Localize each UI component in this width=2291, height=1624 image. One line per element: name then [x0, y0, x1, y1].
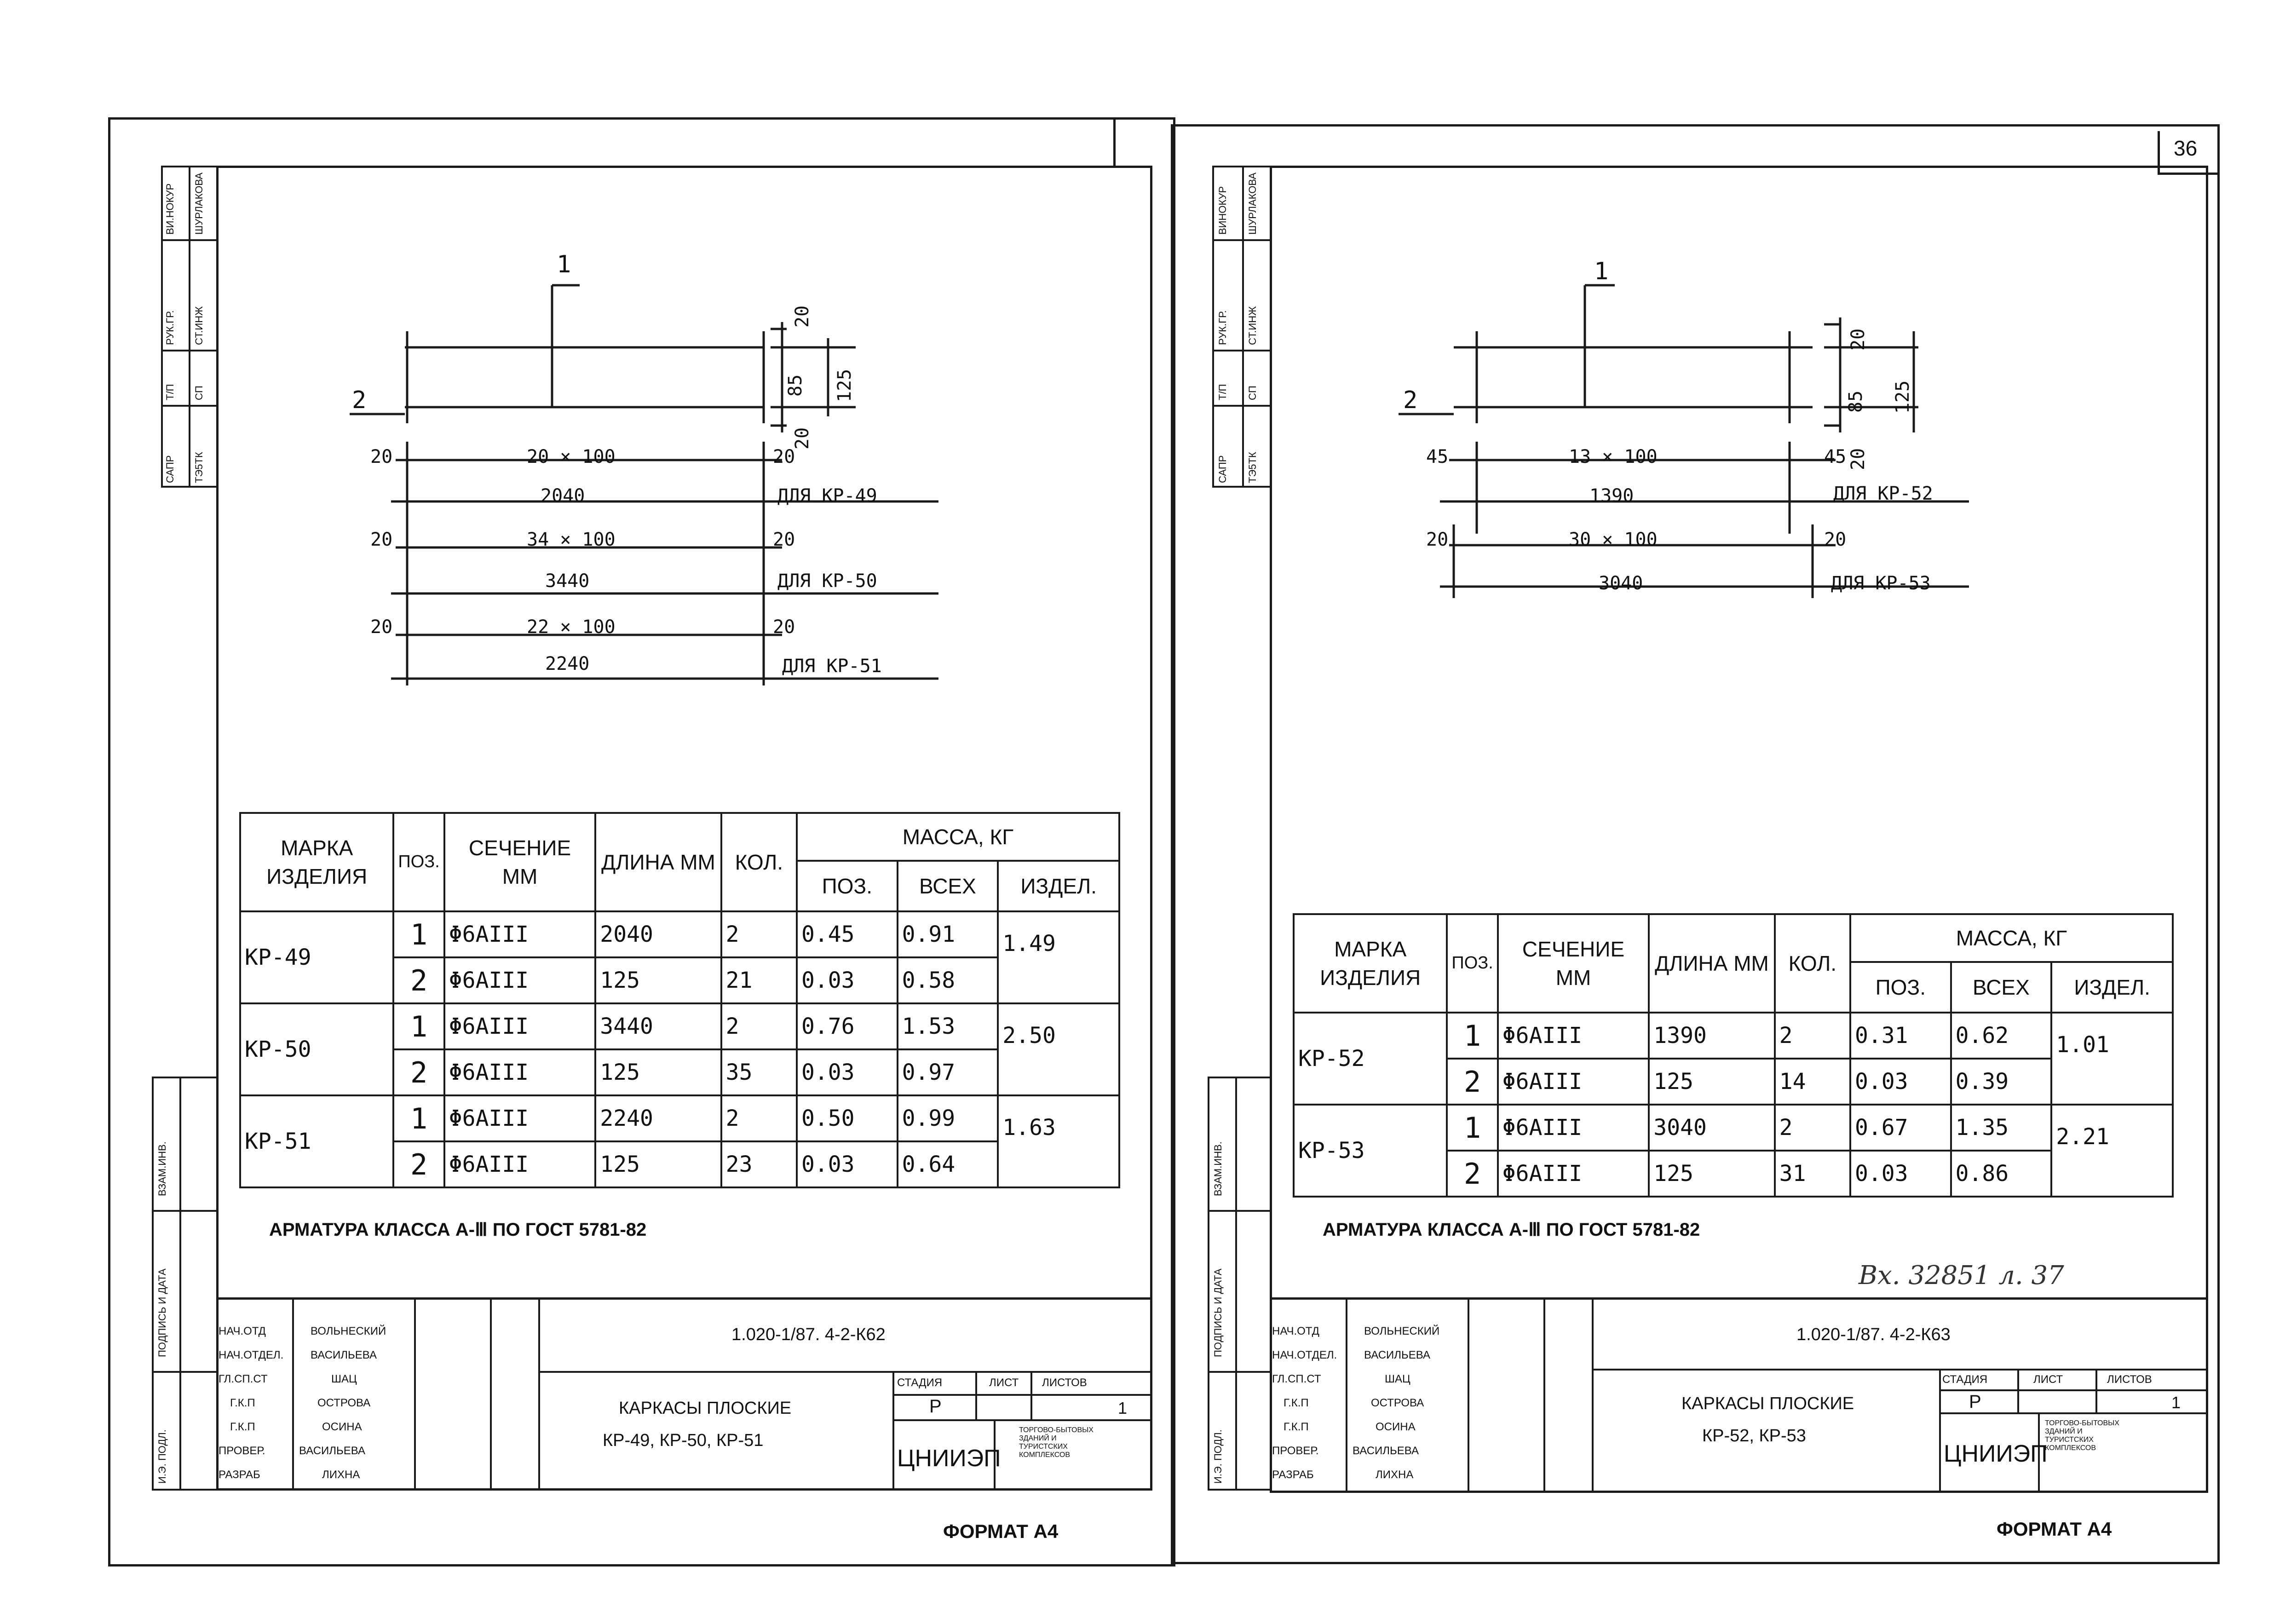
cell-qty: 2 [721, 1095, 797, 1141]
tb-name: ЛИХНА [322, 1469, 360, 1481]
tb-name: ЛИХНА [1376, 1469, 1414, 1481]
cell-length: 125 [1649, 1151, 1774, 1197]
header-mass-item: ИЗДЕЛ. [998, 861, 1119, 911]
header-mass-pos: ПОЗ. [797, 861, 898, 911]
right-vertical-stamp-row [1208, 1371, 1272, 1373]
tb-vline [292, 1297, 294, 1491]
tb-title-line2: КР-49, КР-50, КР-51 [603, 1431, 764, 1450]
side-label: РУК.ГР. [164, 310, 176, 345]
cell-mark: КР-51 [240, 1095, 393, 1187]
right-spec-table [1293, 913, 2174, 1198]
tb-vline [1468, 1297, 1469, 1493]
side-label: СТ.ИНЖ [1247, 306, 1258, 345]
side-label: САПР [164, 455, 176, 483]
cell-mass-all: 0.86 [1951, 1151, 2052, 1197]
cell-qty: 2 [721, 1003, 797, 1049]
tb-sheet: 1 [2171, 1393, 2181, 1412]
tb-role: НАЧ.ОТД [1272, 1325, 1319, 1337]
cell-mass-pos: 0.03 [797, 1141, 898, 1187]
right-side-stamp-row [1212, 350, 1272, 351]
left-vertical-stamp-row [152, 1210, 219, 1212]
dim-right: 20 [1824, 529, 1847, 550]
dim-left: 20 [370, 446, 393, 467]
tb-role: НАЧ.ОТД [219, 1325, 266, 1337]
right-side-stamp-divider [1242, 166, 1244, 488]
dim-label: 85 [1845, 390, 1867, 413]
right-side-stamp-row [1212, 405, 1272, 407]
cell-qty: 23 [721, 1141, 797, 1187]
tb-role: Г.К.П [230, 1397, 255, 1409]
cell-mass-pos: 0.03 [797, 1049, 898, 1095]
cell-mass-pos: 0.50 [797, 1095, 898, 1141]
format-label-right: ФОРМАТ А4 [1997, 1518, 2112, 1540]
cell-qty: 2 [1775, 1105, 1850, 1151]
cell-mass-pos: 0.03 [797, 957, 898, 1003]
cell-mass-item: 2.50 [998, 1003, 1119, 1095]
dim-for: ДЛЯ КР-51 [782, 656, 882, 677]
header-mass-all: ВСЕХ [898, 861, 998, 911]
tb-name: ОСТРОВА [1371, 1397, 1424, 1409]
cell-mass-all: 0.39 [1951, 1059, 2052, 1105]
tb-vline [414, 1297, 416, 1491]
cell-mark: КР-50 [240, 1003, 393, 1095]
tb-hline [1939, 1412, 2208, 1414]
tb-name: ОСТРОВА [317, 1397, 371, 1409]
cell-mass-all: 1.53 [898, 1003, 998, 1049]
dim-left: 20 [370, 616, 393, 638]
header-mark: МАРКА ИЗДЕЛИЯ [1294, 914, 1447, 1013]
tb-vline [1346, 1297, 1347, 1493]
dim-label: 85 [785, 374, 806, 397]
tb-hline [538, 1371, 1152, 1373]
tb-title-line1: КАРКАСЫ ПЛОСКИЕ [1681, 1394, 1854, 1413]
cell-qty: 35 [721, 1049, 797, 1095]
dim-total: 2040 [541, 485, 585, 507]
cell-section: Φ6AIII [444, 1095, 596, 1141]
tb-hline [1939, 1389, 2208, 1391]
tb-role: РАЗРАБ [219, 1469, 260, 1481]
cell-mass-all: 0.91 [898, 911, 998, 957]
tb-vline [1939, 1369, 1941, 1493]
tb-vline [538, 1297, 540, 1491]
tb-vline [1030, 1371, 1032, 1419]
cell-mass-pos: 0.76 [797, 1003, 898, 1049]
tb-stage: Р [929, 1396, 942, 1417]
left-side-stamp-row [161, 239, 219, 241]
side-label: Т/П [1217, 384, 1228, 400]
cell-mark: КР-52 [1294, 1013, 1447, 1105]
tb-vline [892, 1371, 894, 1491]
cell-mass-all: 0.62 [1951, 1013, 2052, 1059]
cell-mass-item: 1.63 [998, 1095, 1119, 1187]
dim-total: 3040 [1599, 573, 1643, 594]
left-side-stamp-divider [189, 166, 190, 488]
dim-label: 125 [1892, 380, 1914, 414]
cell-section: Φ6AIII [444, 911, 596, 957]
position-label-2: 2 [352, 386, 367, 414]
cell-length: 1390 [1649, 1013, 1774, 1059]
dim-label: 20 [792, 305, 813, 328]
cell-length: 125 [595, 1141, 721, 1187]
dim-total: 3440 [545, 570, 590, 592]
tb-vline [1592, 1297, 1594, 1493]
dim-left: 20 [1426, 529, 1449, 550]
side-label: САПР [1217, 455, 1228, 483]
header-mass: МАССА, КГ [1850, 914, 2173, 962]
cell-length: 2040 [595, 911, 721, 957]
tb-role: ПРОВЕР. [1272, 1445, 1319, 1457]
tb-role: Г.К.П [1284, 1397, 1309, 1409]
vertical-label: ВЗАМ.ИНВ. [1212, 1141, 1224, 1196]
dim-middle: 34 × 100 [527, 529, 616, 550]
vertical-label: ПОДПИСЬ И ДАТА [156, 1268, 168, 1357]
cell-mass-item: 2.21 [2051, 1105, 2173, 1197]
tb-name: ОСИНА [322, 1421, 362, 1433]
cell-mass-pos: 0.03 [1850, 1059, 1951, 1105]
tb-code: 1.020-1/87. 4-2-К63 [1796, 1325, 1951, 1344]
tb-name: ВАСИЛЬЕВА [1353, 1445, 1419, 1457]
dim-right: 20 [773, 446, 795, 467]
header-mass: МАССА, КГ [797, 813, 1119, 861]
cell-qty: 2 [1775, 1013, 1850, 1059]
top-divider [1113, 117, 1116, 168]
format-label-left: ФОРМАТ А4 [943, 1520, 1059, 1542]
tb-name: ШАЦ [1385, 1373, 1410, 1385]
header-length: ДЛИНА ММ [1649, 914, 1774, 1013]
header-qty: КОЛ. [721, 813, 797, 911]
tb-sheet: 1 [1118, 1399, 1128, 1417]
tb-role: ГЛ.СП.СТ [1272, 1373, 1321, 1385]
tb-stage-label: СТАДИЯ [1942, 1373, 1988, 1386]
tb-org-sub: ТОРГОВО-БЫТОВЫХ ЗДАНИЙ И ТУРИСТСКИХ КОМПЛЕКСОВ [1019, 1426, 1094, 1459]
cell-mass-item: 1.49 [998, 911, 1119, 1003]
position-label-2: 2 [1403, 386, 1418, 414]
cell-section: Φ6AIII [444, 1049, 596, 1095]
cell-section: Φ6AIII [444, 1141, 596, 1187]
cell-mass-all: 0.97 [898, 1049, 998, 1095]
cell-mass-all: 0.58 [898, 957, 998, 1003]
cell-section: Φ6AIII [1498, 1105, 1649, 1151]
tb-name: ВОЛЬНЕСКИЙ [311, 1325, 386, 1337]
cell-pos: 2 [393, 1049, 444, 1095]
header-pos: ПОЗ. [393, 813, 444, 911]
dim-for: ДЛЯ КР-53 [1831, 573, 1931, 594]
cell-pos: 1 [393, 911, 444, 957]
tb-title-line2: КР-52, КР-53 [1702, 1426, 1806, 1445]
tb-name: ШАЦ [331, 1373, 357, 1385]
cell-pos: 1 [393, 1003, 444, 1049]
cell-pos: 1 [1447, 1105, 1497, 1151]
position-label-1: 1 [557, 251, 571, 278]
side-label: ТЭ5ТК [1247, 452, 1258, 483]
cell-qty: 2 [721, 911, 797, 957]
cell-length: 125 [595, 957, 721, 1003]
dim-middle: 30 × 100 [1569, 529, 1658, 550]
cell-mass-pos: 0.45 [797, 911, 898, 957]
handwritten-incoming-note: Вх. 32851 л. 37 [1859, 1261, 2064, 1290]
tb-org: ЦНИИЭП [1944, 1440, 2048, 1467]
cell-pos: 1 [393, 1095, 444, 1141]
side-label: СП [1247, 386, 1258, 400]
dim-label: 20 [1848, 448, 1869, 471]
side-label: ТЭ5ТК [193, 452, 205, 483]
tb-vline [975, 1371, 977, 1419]
rebar-note: АРМАТУРА КЛАССА А-Ⅲ ПО ГОСТ 5781-82 [1323, 1220, 1700, 1240]
cell-mass-all: 0.99 [898, 1095, 998, 1141]
tb-vline [2095, 1369, 2097, 1412]
cell-section: Φ6AIII [1498, 1013, 1649, 1059]
side-label: СП [193, 386, 205, 400]
dim-left: 20 [370, 529, 393, 550]
dim-total: 2240 [545, 653, 590, 674]
cell-length: 2240 [595, 1095, 721, 1141]
tb-vline [490, 1297, 492, 1491]
cell-mass-pos: 0.67 [1850, 1105, 1951, 1151]
dim-middle: 20 × 100 [527, 446, 616, 467]
header-mass-item: ИЗДЕЛ. [2051, 962, 2173, 1013]
dim-middle: 22 × 100 [527, 616, 616, 638]
cell-qty: 31 [1775, 1151, 1850, 1197]
header-mass-pos: ПОЗ. [1850, 962, 1951, 1013]
cell-pos: 1 [1447, 1013, 1497, 1059]
cell-pos: 2 [393, 957, 444, 1003]
side-label: ВИ.НОКУР [164, 183, 176, 235]
side-label: Т/П [164, 384, 176, 400]
tb-role: РАЗРАБ [1272, 1469, 1314, 1481]
vertical-label: ПОДПИСЬ И ДАТА [1212, 1268, 1224, 1357]
tb-org: ЦНИИЭП [897, 1445, 1001, 1472]
cell-section: Φ6AIII [1498, 1059, 1649, 1105]
dim-middle: 13 × 100 [1569, 446, 1658, 467]
tb-org-sub: ТОРГОВО-БЫТОВЫХ ЗДАНИЙ И ТУРИСТСКИХ КОМПЛЕКСОВ [2045, 1419, 2119, 1452]
tb-role: ГЛ.СП.СТ [219, 1373, 268, 1385]
tb-vline [1543, 1297, 1545, 1493]
left-vertical-stamp-row [152, 1371, 219, 1373]
side-label: РУК.ГР. [1217, 310, 1228, 345]
header-length: ДЛИНА ММ [595, 813, 721, 911]
side-label: ВИНОКУР [1217, 186, 1228, 235]
side-label: ШУРЛАКОВА [193, 173, 205, 235]
rebar-note: АРМАТУРА КЛАССА А-Ⅲ ПО ГОСТ 5781-82 [269, 1220, 647, 1240]
cell-mark: КР-53 [1294, 1105, 1447, 1197]
dim-right: 20 [773, 529, 795, 550]
tb-name: ВАСИЛЬЕВА [311, 1349, 377, 1361]
cell-length: 3040 [1649, 1105, 1774, 1151]
cell-mass-all: 1.35 [1951, 1105, 2052, 1151]
tb-sheets-label: ЛИСТОВ [2107, 1373, 2152, 1386]
cell-section: Φ6AIII [1498, 1151, 1649, 1197]
vertical-label: И.Э. ПОДЛ. [156, 1429, 168, 1484]
tb-role: Г.К.П [230, 1421, 255, 1433]
tb-sheet-label: ЛИСТ [2033, 1373, 2063, 1386]
header-section: СЕЧЕНИЕ ММ [444, 813, 596, 911]
dim-total: 1390 [1589, 485, 1634, 507]
tb-role: ПРОВЕР. [219, 1445, 265, 1457]
dim-right: 45 [1824, 446, 1847, 467]
tb-role: НАЧ.ОТДЕЛ. [219, 1349, 284, 1361]
tb-role: НАЧ.ОТДЕЛ. [1272, 1349, 1337, 1361]
cell-length: 125 [1649, 1059, 1774, 1105]
header-mass-all: ВСЕХ [1951, 962, 2052, 1013]
tb-hline [892, 1394, 1152, 1396]
tb-name: ВАСИЛЬЕВА [299, 1445, 365, 1457]
left-spec-table [239, 812, 1120, 1188]
cell-section: Φ6AIII [444, 957, 596, 1003]
cell-pos: 2 [1447, 1059, 1497, 1105]
page-number: 36 [2174, 136, 2198, 160]
tb-sheet-label: ЛИСТ [989, 1376, 1019, 1389]
tb-name: ВАСИЛЬЕВА [1364, 1349, 1430, 1361]
tb-hline [892, 1419, 1152, 1421]
cell-qty: 21 [721, 957, 797, 1003]
left-frame-drawing [322, 258, 966, 699]
tb-vline [2017, 1369, 2019, 1412]
dim-for: ДЛЯ КР-50 [777, 570, 877, 592]
cell-section: Φ6AIII [444, 1003, 596, 1049]
header-qty: КОЛ. [1775, 914, 1850, 1013]
cell-length: 125 [595, 1049, 721, 1095]
left-side-stamp-row [161, 405, 219, 407]
cell-mass-all: 0.64 [898, 1141, 998, 1187]
tb-name: ВОЛЬНЕСКИЙ [1364, 1325, 1440, 1337]
header-pos: ПОЗ. [1447, 914, 1497, 1013]
tb-stage-label: СТАДИЯ [897, 1376, 943, 1389]
side-label: СТ.ИНЖ [193, 306, 205, 345]
tb-sheets-label: ЛИСТОВ [1042, 1376, 1087, 1389]
dim-label: 20 [792, 427, 813, 450]
dim-label: 125 [834, 369, 856, 403]
position-label-1: 1 [1594, 258, 1609, 285]
cell-mass-pos: 0.03 [1850, 1151, 1951, 1197]
cell-mark: КР-49 [240, 911, 393, 1003]
vertical-label: ВЗАМ.ИНВ. [156, 1141, 168, 1196]
tb-code: 1.020-1/87. 4-2-К62 [731, 1325, 886, 1344]
tb-title-line1: КАРКАСЫ ПЛОСКИЕ [619, 1399, 792, 1418]
right-vertical-stamp-divider [1235, 1077, 1237, 1491]
dim-for: ДЛЯ КР-52 [1833, 483, 1933, 504]
cell-mass-pos: 0.31 [1850, 1013, 1951, 1059]
left-vertical-stamp-divider [179, 1077, 181, 1491]
left-side-stamp-row [161, 350, 219, 351]
dim-label: 20 [1848, 328, 1869, 351]
cell-qty: 14 [1775, 1059, 1850, 1105]
header-mark: МАРКА ИЗДЕЛИЯ [240, 813, 393, 911]
cell-pos: 2 [1447, 1151, 1497, 1197]
tb-role: Г.К.П [1284, 1421, 1309, 1433]
side-label: ШУРЛАКОВА [1247, 173, 1258, 235]
tb-hline [1592, 1369, 2208, 1371]
dim-for: ДЛЯ КР-49 [777, 485, 877, 507]
right-vertical-stamp-row [1208, 1210, 1272, 1212]
dim-right: 20 [773, 616, 795, 638]
tb-stage: Р [1969, 1392, 1981, 1412]
dim-left: 45 [1426, 446, 1449, 467]
vertical-label: И.Э. ПОДЛ. [1212, 1429, 1224, 1484]
header-section: СЕЧЕНИЕ ММ [1498, 914, 1649, 1013]
cell-length: 3440 [595, 1003, 721, 1049]
right-frame-drawing [1380, 258, 2024, 626]
cell-mass-item: 1.01 [2051, 1013, 2173, 1105]
cell-pos: 2 [393, 1141, 444, 1187]
right-side-stamp-row [1212, 239, 1272, 241]
tb-name: ОСИНА [1376, 1421, 1416, 1433]
